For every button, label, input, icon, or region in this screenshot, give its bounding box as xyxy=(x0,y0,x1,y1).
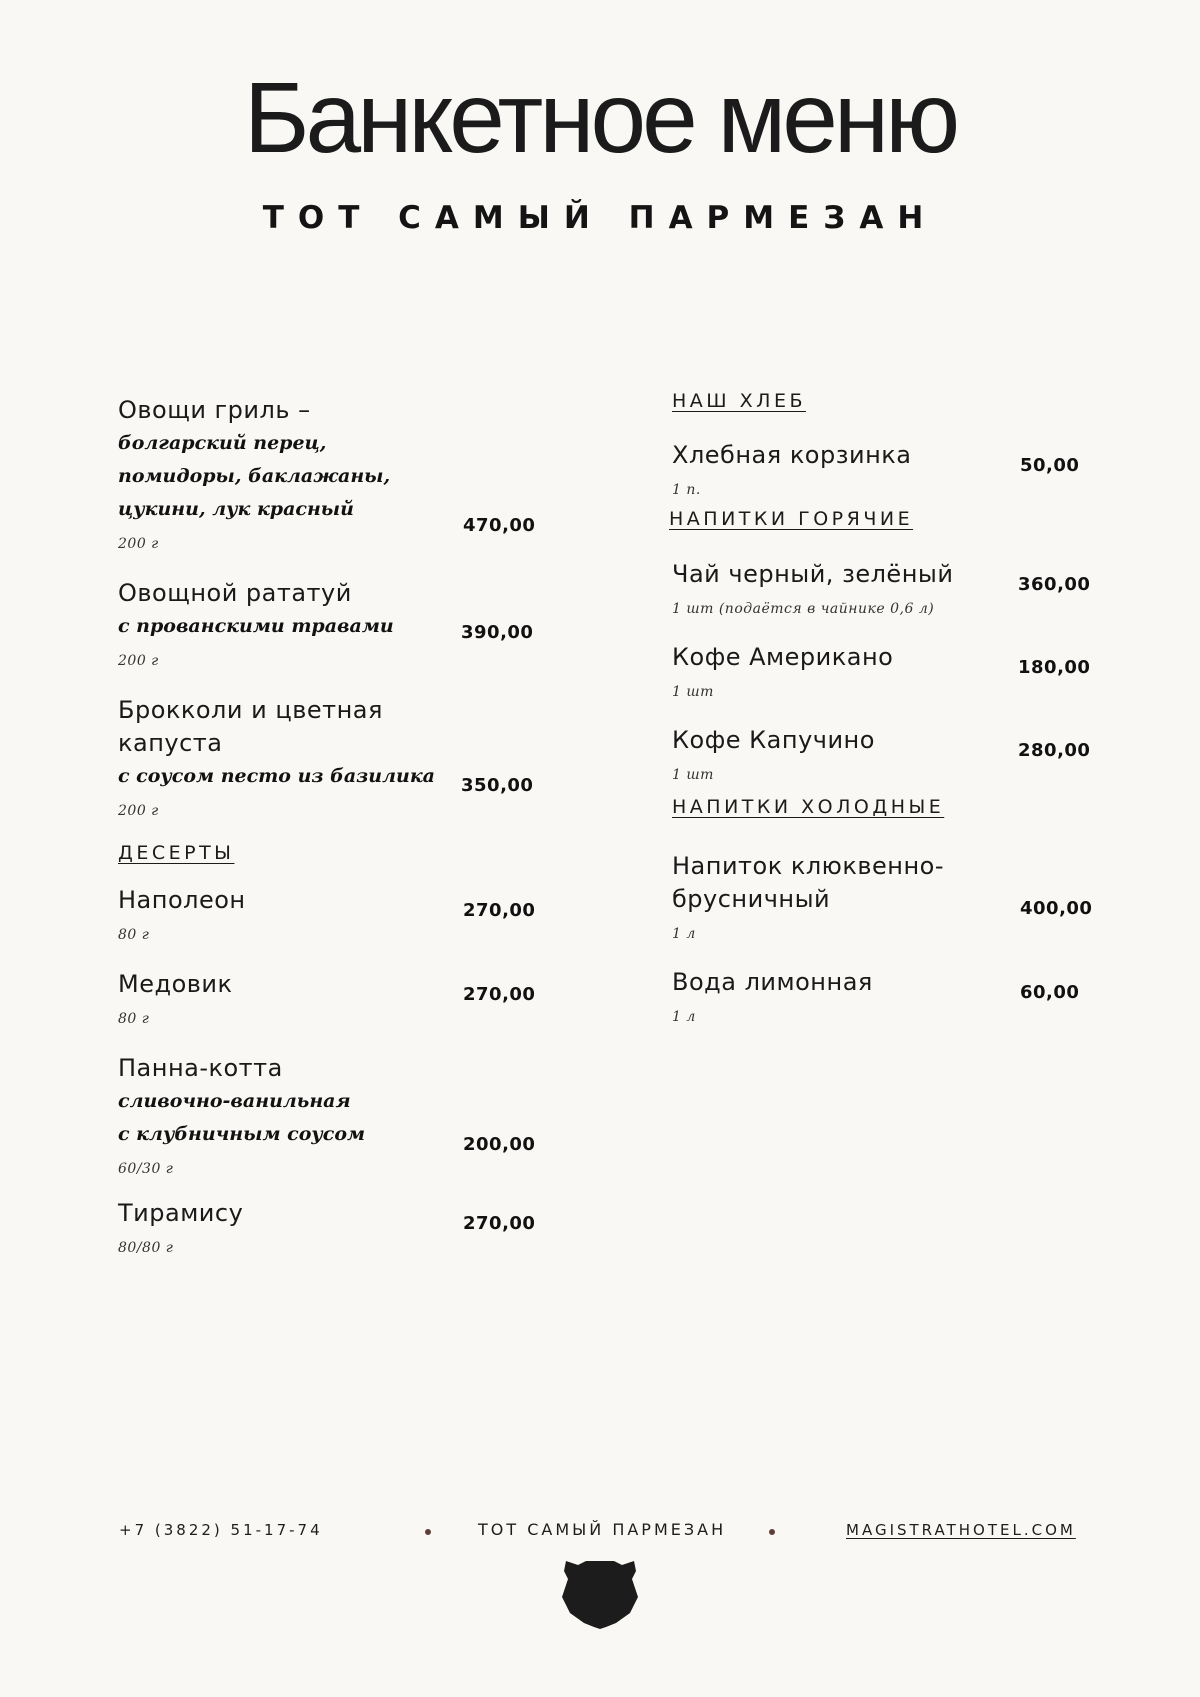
page-title: Банкетное меню xyxy=(243,62,957,174)
footer-separator-dot xyxy=(425,1529,431,1535)
section-heading-bread: НАШ ХЛЕБ xyxy=(672,390,806,412)
menu-item-weight: 200 г xyxy=(118,803,159,819)
menu-item-weight: 80/80 г xyxy=(118,1240,174,1256)
menu-item-ratatouille xyxy=(118,577,558,680)
menu-item-description: болгарский перец, помидоры, баклажаны, цукини, лук красный xyxy=(118,432,391,520)
menu-item-bread-basket xyxy=(672,439,1112,509)
menu-item-name: Наполеон xyxy=(118,886,246,914)
menu-item-name: Вода лимонная xyxy=(672,968,873,996)
menu-item-price: 50,00 xyxy=(1020,455,1080,476)
menu-item-description: с соусом песто из базилика xyxy=(118,765,435,787)
footer-website-link[interactable]: MAGISTRATHOTEL.COM xyxy=(846,1521,1076,1539)
menu-item-name: Хлебная корзинка xyxy=(672,441,912,469)
menu-item-name: Овощной рататуй xyxy=(118,579,352,607)
menu-item-medovik xyxy=(118,968,558,1038)
menu-item-price: 200,00 xyxy=(463,1134,536,1155)
menu-item-price: 360,00 xyxy=(1018,574,1091,595)
menu-item-name: Овощи гриль – xyxy=(118,396,311,424)
menu-item-name: Брокколи и цветная капуста xyxy=(118,696,383,757)
menu-item-weight: 1 л xyxy=(672,1009,696,1025)
menu-item-weight: 200 г xyxy=(118,653,159,669)
menu-item-panna-cotta xyxy=(118,1052,558,1187)
menu-item-name: Кофе Капучино xyxy=(672,726,875,754)
menu-item-lemon-water xyxy=(672,966,1112,1036)
menu-item-price: 470,00 xyxy=(463,515,536,536)
menu-item-americano xyxy=(672,641,1112,711)
menu-item-cranberry-drink xyxy=(672,850,1112,953)
menu-item-weight: 1 л xyxy=(672,926,696,942)
menu-item-tea xyxy=(672,558,1112,628)
menu-item-price: 350,00 xyxy=(461,775,534,796)
menu-item-broccoli xyxy=(118,694,558,834)
menu-item-name: Напиток клюквенно-брусничный xyxy=(672,852,945,913)
menu-item-name: Тирамису xyxy=(118,1199,244,1227)
menu-item-weight: 1 шт (подаётся в чайнике 0,6 л) xyxy=(672,601,935,617)
menu-item-grilled-vegetables xyxy=(118,394,558,564)
footer-phone: +7 (3822) 51-17-74 xyxy=(119,1521,323,1539)
menu-item-name: Чай черный, зелёный xyxy=(672,560,954,588)
right-column xyxy=(669,390,1112,1036)
menu-item-weight: 60/30 г xyxy=(118,1161,174,1177)
menu-item-price: 270,00 xyxy=(463,984,536,1005)
menu-item-price: 180,00 xyxy=(1018,657,1091,678)
menu-item-description: с прованскими травами xyxy=(118,615,394,637)
menu-item-weight: 80 г xyxy=(118,1011,150,1027)
menu-item-price: 60,00 xyxy=(1020,982,1080,1003)
section-heading-desserts: ДЕСЕРТЫ xyxy=(118,842,235,864)
menu-item-price: 270,00 xyxy=(463,1213,536,1234)
menu-item-price: 270,00 xyxy=(463,900,536,921)
menu-item-tiramisu xyxy=(118,1197,558,1267)
menu-item-price: 280,00 xyxy=(1018,740,1091,761)
section-heading-cold-drinks: НАПИТКИ ХОЛОДНЫЕ xyxy=(672,796,945,818)
menu-item-weight: 80 г xyxy=(118,927,150,943)
menu-item-name: Панна-котта xyxy=(118,1054,283,1082)
menu-item-cappuccino xyxy=(672,724,1112,794)
menu-item-weight: 1 шт xyxy=(672,684,714,700)
menu-item-name: Кофе Американо xyxy=(672,643,894,671)
left-column xyxy=(118,398,558,1267)
restaurant-subtitle: ТОТ САМЫЙ ПАРМЕЗАН xyxy=(262,200,938,236)
section-heading-hot-drinks: НАПИТКИ ГОРЯЧИЕ xyxy=(669,508,914,530)
menu-item-weight: 1 шт xyxy=(672,767,714,783)
footer-separator-dot xyxy=(769,1529,775,1535)
menu-item-weight: 200 г xyxy=(118,536,159,552)
menu-item-name: Медовик xyxy=(118,970,233,998)
footer-brand: ТОТ САМЫЙ ПАРМЕЗАН xyxy=(478,1520,727,1539)
menu-item-weight: 1 п. xyxy=(672,482,701,498)
bear-head-icon xyxy=(560,1557,640,1629)
menu-item-price: 390,00 xyxy=(461,622,534,643)
menu-item-price: 400,00 xyxy=(1020,898,1093,919)
menu-item-description: сливочно-ванильная с клубничным соусом xyxy=(118,1090,366,1145)
menu-item-napoleon xyxy=(118,884,558,954)
